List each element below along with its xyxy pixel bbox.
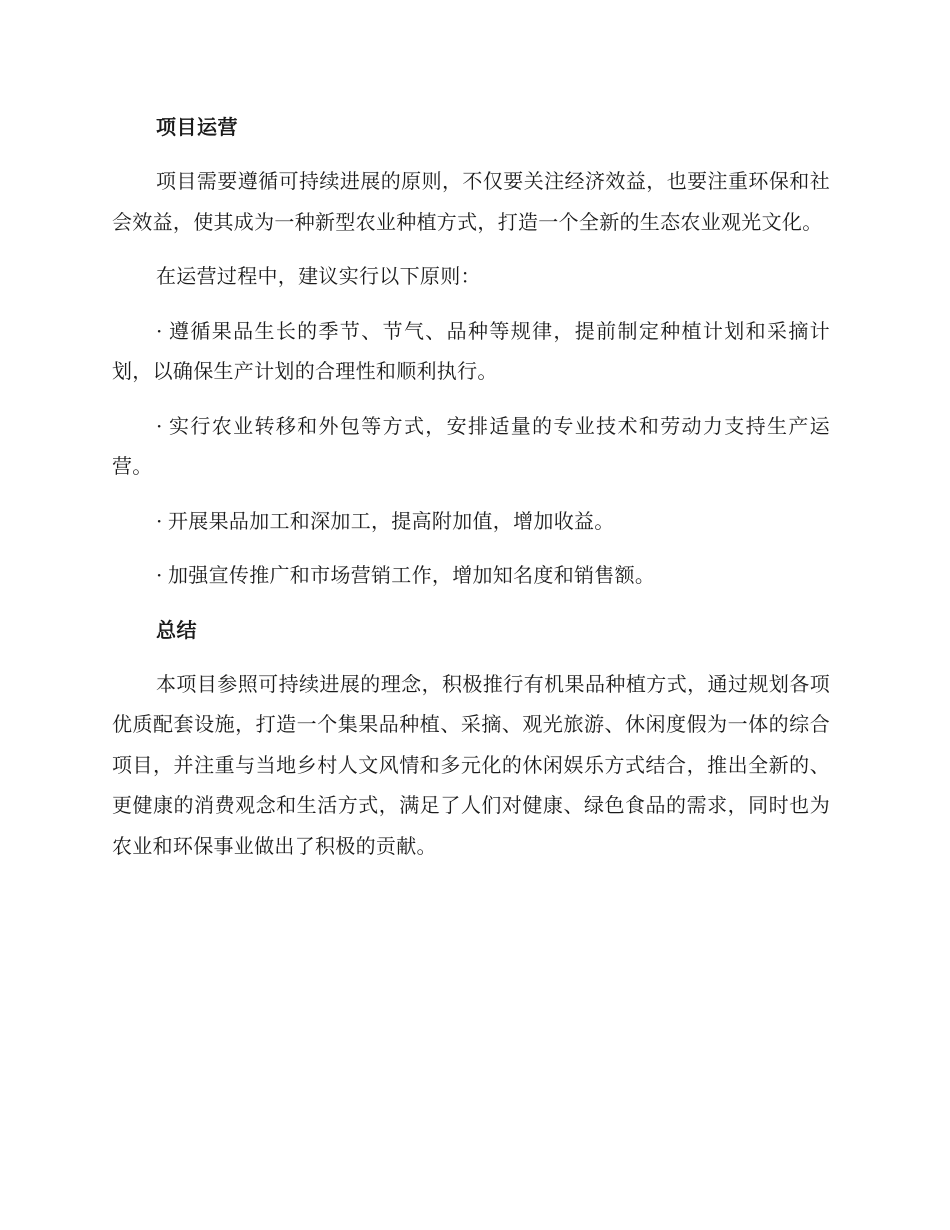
list-item [112,311,830,392]
list-item-text: 实行农业转移和外包等方式，安排适量的专业技术和劳动力支持生产运营。 [112,413,830,478]
operations-intro-paragraph: 项目需要遵循可持续进展的原则，不仅要关注经济效益，也要注重环保和社会效益，使其成为一种新型农业种植方式，打造一个全新的生态农业观光文化。 [112,169,830,234]
section-heading-operations: 项目运营 [156,115,238,139]
list-item [112,501,830,542]
document-page [112,107,830,880]
list-item [112,555,830,596]
list-item [112,406,830,487]
list-item-text: 遵循果品生长的季节、节气、品种等规律，提前制定种植计划和采摘计划，以确保生产计划的合理性和顺利执行。 [112,318,830,383]
bullet-dot-icon: · [156,563,163,587]
section-heading-summary: 总结 [156,617,197,642]
operations-lead-paragraph: 在运营过程中，建议实行以下原则： [156,264,481,288]
list-item-text: 开展果品加工和深加工，提高附加值，增加收益。 [168,508,615,533]
bullet-dot-icon: · [156,318,163,343]
bullet-dot-icon: · [156,413,163,438]
summary-paragraph: 本项目参照可持续进展的理念，积极推行有机果品种植方式，通过规划各项优质配套设施，打造一个集果品种植、采摘、观光旅游、休闲度假为一体的综合项目，并注重与当地乡村人文风情和多元化的休闲娱乐方式结合，推出全新的、更健康的消费观念和生活方式，满足了人们对健康、绿色食品的需求，同时也为农业和环保事业做出了积极的贡献。 [112,671,830,858]
list-item-text: 加强宣传推广和市场营销工作，增加知名度和销售额。 [168,563,656,587]
bullet-dot-icon: · [156,508,163,533]
